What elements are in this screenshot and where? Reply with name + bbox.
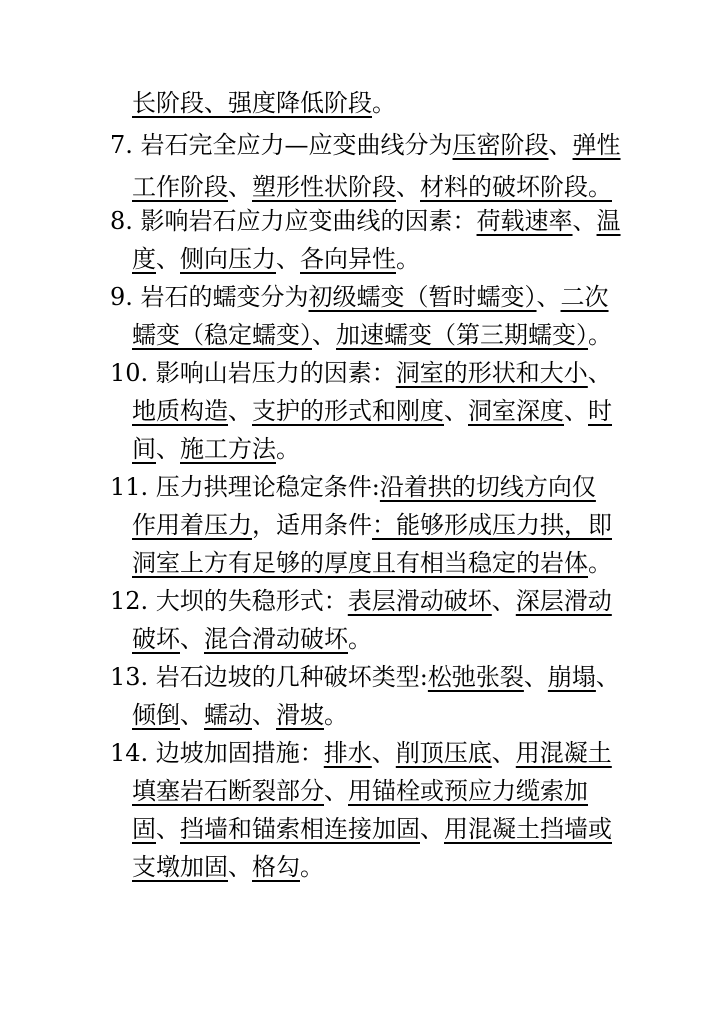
underlined-answer: 洞室的形状和大小	[395, 359, 588, 387]
text-segment: 、	[587, 359, 612, 387]
underlined-answer: 蠕变（稳定蠕变）	[132, 321, 312, 349]
text-segment: 、	[228, 853, 252, 881]
text-segment: 、	[396, 173, 420, 201]
underlined-answer: 洞室上方有足够的厚度且有相当稳定的岩体	[132, 549, 588, 577]
text-line	[132, 850, 324, 884]
underlined-answer: 二次	[560, 283, 609, 311]
text-segment: 、	[564, 397, 588, 425]
text-segment: 、	[156, 435, 180, 463]
text-segment: 、	[156, 815, 180, 843]
underlined-answer: 倾倒	[132, 701, 180, 729]
text-segment: 9. 岩石的蠕变分为	[110, 283, 309, 311]
underlined-answer: 材料的破坏阶段。	[420, 173, 612, 201]
text-segment: 、	[228, 173, 252, 201]
underlined-answer: 温	[596, 207, 621, 235]
underlined-answer: 松弛张裂	[427, 663, 524, 691]
text-segment: 8. 影响岩石应力应变曲线的因素：	[110, 207, 477, 235]
underlined-answer: 格勾	[252, 853, 300, 881]
underlined-answer: 用混凝土挡墙或	[444, 815, 612, 843]
text-segment: 、	[523, 663, 548, 691]
underlined-answer: 作用着压力	[132, 511, 252, 539]
text-segment: 、	[252, 701, 276, 729]
text-line	[132, 170, 612, 204]
text-line	[132, 432, 300, 466]
text-segment: 。	[588, 321, 612, 349]
underlined-answer: 挡墙和锚索相连接加固	[180, 815, 420, 843]
text-segment: 、	[595, 663, 620, 691]
text-segment: 、	[228, 397, 252, 425]
text-segment: 、	[324, 777, 348, 805]
underlined-answer: 滑坡	[276, 701, 324, 729]
text-line	[132, 242, 420, 276]
text-segment: 。	[372, 89, 396, 117]
text-line	[110, 470, 596, 504]
text-segment: 、	[491, 739, 516, 767]
underlined-answer: 蠕动	[204, 701, 252, 729]
underlined-answer: 工作阶段	[132, 173, 228, 201]
text-segment: 、	[276, 245, 300, 273]
text-line	[132, 622, 372, 656]
underlined-answer: 表层滑动破坏	[347, 587, 492, 615]
underlined-answer: 长阶段、强度降低阶段	[132, 89, 372, 117]
text-line	[110, 128, 621, 162]
text-segment: 、	[371, 739, 396, 767]
text-segment: 、	[444, 397, 468, 425]
underlined-answer: 支墩加固	[132, 853, 228, 881]
underlined-answer: 破坏	[132, 625, 180, 653]
underlined-answer: 各向异性	[300, 245, 396, 273]
text-segment: 。	[396, 245, 420, 273]
underlined-answer: 施工方法	[180, 435, 276, 463]
underlined-answer: 度	[132, 245, 156, 273]
text-segment: 7. 岩石完全应力—应变曲线分为	[110, 131, 453, 159]
underlined-answer: 弹性	[572, 131, 621, 159]
underlined-answer: 填塞岩石断裂部分	[132, 777, 324, 805]
text-line	[110, 736, 612, 770]
text-segment: 。	[588, 549, 612, 577]
text-segment: 。	[300, 853, 324, 881]
text-line	[132, 812, 612, 846]
text-segment: 、	[491, 587, 516, 615]
text-segment: 。	[324, 701, 348, 729]
text-segment: 11. 压力拱理论稳定条件:	[110, 473, 380, 501]
underlined-answer: 洞室深度	[468, 397, 564, 425]
underlined-answer: 间	[132, 435, 156, 463]
text-segment: 、	[572, 207, 597, 235]
underlined-answer: 时	[588, 397, 612, 425]
text-segment: 、	[548, 131, 573, 159]
underlined-answer: 初级蠕变（暂时蠕变）	[308, 283, 537, 311]
text-segment: 、	[536, 283, 561, 311]
underlined-answer: 用混凝土	[515, 739, 612, 767]
underlined-answer: 用锚栓或预应力缆索加	[348, 777, 588, 805]
underlined-answer: 崩塌	[547, 663, 596, 691]
text-segment: 10. 影响山岩压力的因素：	[110, 359, 396, 387]
text-line	[132, 546, 612, 580]
text-line	[132, 86, 396, 120]
text-segment: 、	[312, 321, 336, 349]
underlined-answer: 深层滑动	[515, 587, 612, 615]
underlined-answer: 荷载速率	[476, 207, 573, 235]
underlined-answer: ：能够形成压力拱，即	[372, 511, 612, 539]
text-line	[132, 698, 348, 732]
text-line	[132, 394, 612, 428]
text-segment: 13. 岩石边坡的几种破坏类型:	[110, 663, 428, 691]
text-segment: 。	[348, 625, 372, 653]
text-segment: 。	[276, 435, 300, 463]
text-segment: ，适用条件	[252, 511, 372, 539]
underlined-answer: 加速蠕变（第三期蠕变）	[336, 321, 588, 349]
text-line	[110, 280, 609, 314]
text-line	[110, 204, 621, 238]
text-line	[132, 774, 588, 808]
text-segment: 14. 边坡加固措施：	[110, 739, 324, 767]
text-line	[110, 660, 620, 694]
underlined-answer: 混合滑动破坏	[204, 625, 348, 653]
underlined-answer: 地质构造	[132, 397, 228, 425]
underlined-answer: 削顶压底	[395, 739, 492, 767]
text-line	[132, 508, 612, 542]
underlined-answer: 压密阶段	[452, 131, 549, 159]
text-segment: 、	[180, 625, 204, 653]
text-segment: 、	[156, 245, 180, 273]
text-line	[132, 318, 612, 352]
text-line	[110, 356, 612, 390]
text-segment: 12. 大坝的失稳形式：	[110, 587, 348, 615]
underlined-answer: 侧向压力	[180, 245, 276, 273]
text-segment: 、	[180, 701, 204, 729]
underlined-answer: 固	[132, 815, 156, 843]
underlined-answer: 支护的形式和刚度	[252, 397, 444, 425]
text-line	[110, 584, 612, 618]
underlined-answer: 排水	[323, 739, 372, 767]
text-segment: 、	[420, 815, 444, 843]
underlined-answer: 塑形性状阶段	[252, 173, 396, 201]
underlined-answer: 沿着拱的切线方向仅	[379, 473, 596, 501]
